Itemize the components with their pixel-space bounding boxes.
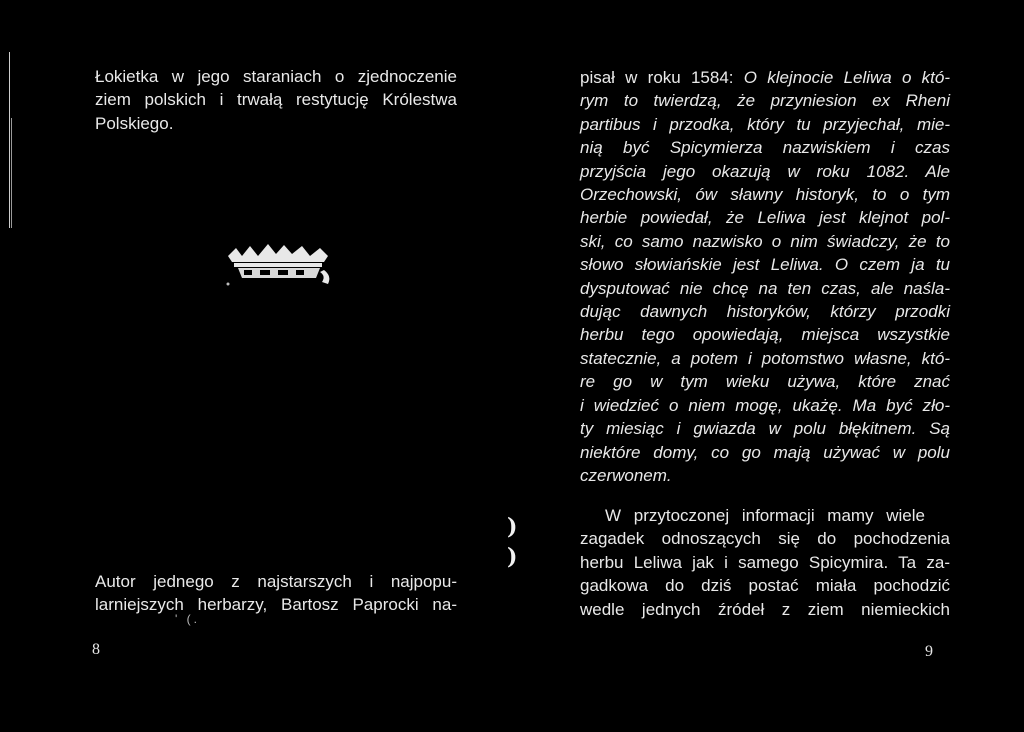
text-line: słowo słowiańskie jest Leliwa. O czem ja tu: [580, 255, 950, 275]
gutter-marks: [507, 512, 521, 572]
text-line: herbu tego opowiedają, miejsca wszystkie: [580, 325, 950, 345]
text-line: partibus i przodka, który tu przyjechał, mie-: [580, 114, 950, 134]
text-line: dując dawnych historyków, którzy przodki: [580, 302, 950, 322]
text-line: zagadek odnoszących się do pochodzenia: [580, 529, 950, 549]
page-number-right: 9: [925, 643, 933, 660]
left-bottom-paragraph: [95, 570, 457, 617]
text-span: pisał w roku 1584:: [580, 68, 744, 87]
text-line: rym to twierdzą, że przyniesion ex Rheni: [580, 91, 950, 111]
text-line: dysputować nie chcę na ten czas, ale naśla-: [580, 278, 950, 298]
text-line: statecznie, a potem i potomstwo własne, któ-: [580, 348, 950, 368]
crown-ornament: [224, 242, 336, 288]
text-span: O klejnocie Leliwa o któ-: [743, 68, 950, 87]
text-line: ziem polskich i trwałą restytucję Królestwa: [95, 90, 457, 110]
text-line: Autor jednego z najstarszych i najpopu-: [95, 572, 457, 591]
text-line: ski, co samo nazwisko o nim świadczy, że to: [580, 231, 950, 251]
gutter-mark: ): [507, 514, 518, 540]
stray-print-mark: ' (.: [175, 612, 200, 626]
text-line: i wiedzieć o niem mogę, ukażę. Ma być zło-: [580, 395, 950, 415]
right-second-paragraph: [580, 504, 950, 621]
text-line: przyjścia jego okazują w roku 1082. Ale: [580, 161, 950, 181]
text-line: czerwonem.: [580, 465, 672, 485]
text-line: Polskiego.: [95, 113, 174, 133]
text-line: re go w tym wieku używa, które znać: [580, 372, 950, 392]
text-line: Orzechowski, ów sławny historyk, to o tym: [580, 185, 950, 205]
text-line: nią być Spicymierza nazwiskiem i czas: [580, 138, 950, 158]
text-line: W przytoczonej informacji mamy wiele: [605, 506, 925, 525]
page-number-left: 8: [92, 641, 100, 658]
text-line: Łokietka w jego staraniach o zjednoczenie: [95, 67, 457, 86]
text-line: larniejszych herbarzy, Bartosz Paprocki na-: [95, 595, 457, 615]
left-top-paragraph: [95, 65, 457, 135]
text-line: ty miesiąc i gwiazda w polu błękitnem. Są: [580, 419, 950, 439]
text-line: herbie powiedał, że Leliwa jest klejnot pol-: [580, 208, 950, 228]
text-line: gadkowa do dziś postać miała pochodzić: [580, 576, 950, 596]
text-line: herbu Leliwa jak i samego Spicymira. Ta za-: [580, 552, 950, 572]
right-main-paragraph: [580, 66, 950, 487]
text-line: niektóre domy, co go mają używać w polu: [580, 442, 950, 462]
gutter-mark: ): [507, 544, 518, 570]
text-line: [580, 66, 950, 89]
text-line: wedle jednych źródeł z ziem niemieckich: [580, 599, 950, 619]
